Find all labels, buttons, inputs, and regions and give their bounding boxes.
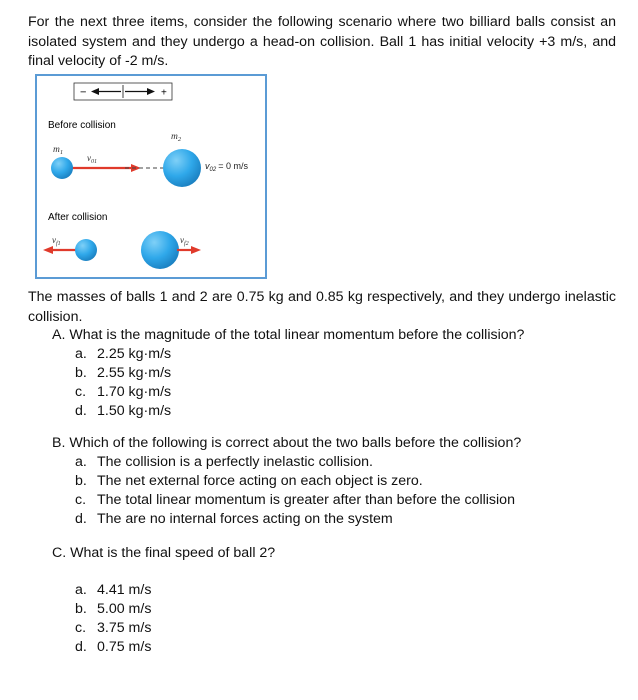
masses-paragraph: The masses of balls 1 and 2 are 0.75 kg and 0.85 kg respectively, and they undergo inelastic collision.	[28, 289, 616, 325]
option-b-c[interactable]: c. The total linear momentum is greater after than before the collision	[75, 492, 515, 508]
option-c-b[interactable]: b. 5.00 m/s	[75, 601, 152, 617]
option-b-d[interactable]: d. The are no internal forces acting on the system	[75, 511, 393, 527]
option-a-d[interactable]: d. 1.50 kg·m/s	[75, 403, 172, 419]
option-c-c[interactable]: c. 3.75 m/s	[75, 620, 152, 636]
question-a	[52, 326, 524, 345]
after-collision-label: After collision	[48, 212, 108, 223]
question-c-label: C.	[52, 545, 67, 561]
option-a-a[interactable]: a. 2.25 kg·m/s	[75, 346, 172, 362]
ball-1-after	[75, 239, 97, 261]
question-b-text: Which of the following is correct about the two balls before the collision?	[69, 435, 522, 451]
question-c-text: What is the final speed of ball 2?	[70, 545, 276, 561]
option-a-c[interactable]: c. 1.70 kg·m/s	[75, 384, 172, 400]
question-a-label: A.	[52, 327, 66, 343]
question-b	[52, 434, 521, 453]
scenario-paragraph: For the next three items, consider the following scenario where two billiard balls consist an isolated system and they undergo a head-on collision. Ball 1 has initial velocity +3 m/s, and final velocity of -2 m/s.	[28, 14, 616, 69]
ball-2-after	[141, 231, 179, 269]
sign-minus: −	[80, 86, 87, 99]
question-c	[52, 544, 275, 563]
option-c-d[interactable]: d. 0.75 m/s	[75, 639, 152, 655]
option-a-b[interactable]: b. 2.55 kg·m/s	[75, 365, 172, 381]
vf2-label: $v_{f2}$	[180, 235, 189, 247]
question-c-options	[75, 581, 151, 657]
m1-label: $m_1$	[53, 145, 64, 156]
option-b-b[interactable]: b. The net external force acting on each object is zero.	[75, 473, 423, 489]
sign-plus: +	[161, 87, 167, 99]
vf1-arrow-head	[43, 246, 53, 254]
vf1-label: $v_{f1}$	[52, 235, 61, 247]
v01-label: $v_{01}$	[87, 153, 97, 165]
v02-label: $v_{02} = 0$ m/s	[205, 161, 248, 173]
m2-label: $m_2$	[171, 132, 182, 143]
question-b-options	[75, 453, 515, 529]
question-a-text: What is the magnitude of the total linear momentum before the collision?	[69, 327, 525, 343]
collision-diagram	[35, 74, 267, 279]
before-collision-label: Before collision	[48, 120, 116, 131]
ball-1-before	[51, 157, 73, 179]
question-a-options	[75, 345, 171, 421]
option-b-a[interactable]: a. The collision is a perfectly inelastic collision.	[75, 454, 373, 470]
vf2-arrow-head	[191, 246, 201, 254]
option-c-a[interactable]: a. 4.41 m/s	[75, 582, 152, 598]
collision-diagram-svg	[37, 76, 269, 281]
question-b-label: B.	[52, 435, 66, 451]
ball-2-before	[163, 149, 201, 187]
